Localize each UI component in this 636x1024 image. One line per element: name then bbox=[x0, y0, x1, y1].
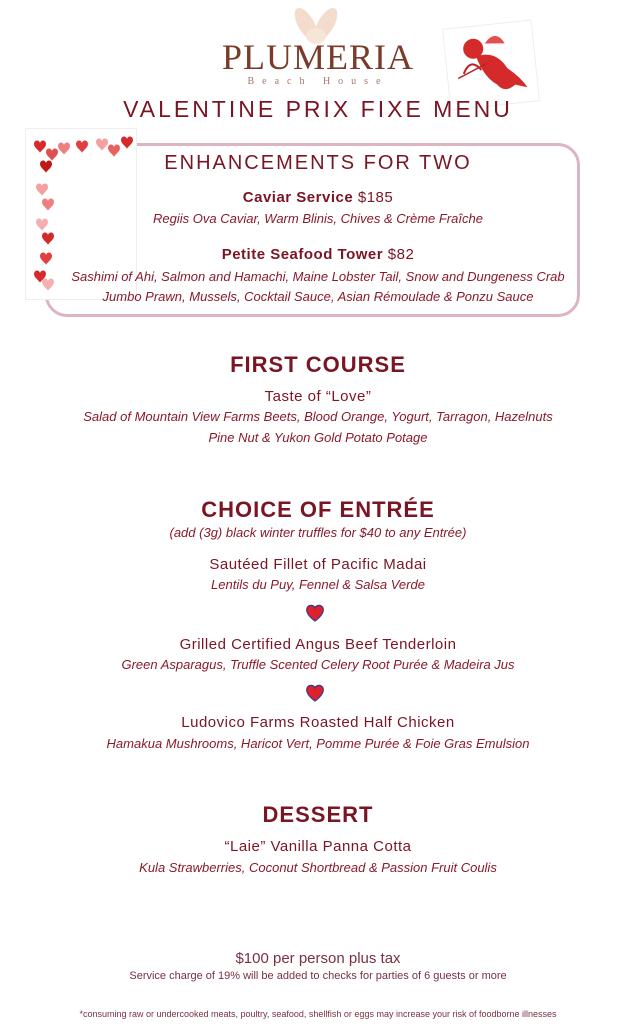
caviar-item bbox=[0, 189, 636, 206]
entree-item-name: Grilled Certified Angus Beef Tenderloin bbox=[179, 636, 457, 653]
item-desc: Hamakua Mushrooms, Haricot Vert, Pomme Purée & Foie Gras Emulsion bbox=[106, 736, 530, 751]
item-price: $82 bbox=[387, 246, 415, 263]
item-desc: Sashimi of Ahi, Salmon and Hamachi, Maine Lobster Tail, Snow and Dungeness Crab bbox=[71, 269, 565, 284]
item-desc: Lentils du Puy, Fennel & Salsa Verde bbox=[211, 577, 425, 592]
item-desc: Pine Nut & Yukon Gold Potato Potage bbox=[208, 430, 428, 445]
item-name: Caviar Service bbox=[242, 189, 354, 206]
dessert-heading: DESSERT bbox=[262, 802, 374, 827]
entree-item-name: Sautéed Fillet of Pacific Madai bbox=[209, 556, 427, 573]
first-course-name: Taste of “Love” bbox=[264, 388, 372, 405]
service-charge-note: Service charge of 19% will be added to checks for parties of 6 guests or more bbox=[129, 970, 507, 982]
entree-item-name: Ludovico Farms Roasted Half Chicken bbox=[181, 714, 455, 731]
price-per-person: $100 per person plus tax bbox=[235, 950, 401, 967]
item-price: $185 bbox=[357, 189, 394, 206]
heart-icon bbox=[305, 604, 325, 622]
item-name: Petite Seafood Tower bbox=[221, 246, 384, 263]
item-desc: Salad of Mountain View Farms Beets, Blood Orange, Yogurt, Tarragon, Hazelnuts bbox=[83, 409, 553, 424]
menu-title: VALENTINE PRIX FIXE MENU bbox=[123, 96, 513, 122]
item-desc: Green Asparagus, Truffle Scented Celery Root Purée & Madeira Jus bbox=[121, 657, 515, 672]
item-desc: Jumbo Prawn, Mussels, Cocktail Sauce, Asian Rémoulade & Ponzu Sauce bbox=[102, 289, 534, 304]
logo-name: PLUMERIA bbox=[221, 37, 414, 77]
heart-icon bbox=[305, 684, 325, 702]
seafood-tower-item bbox=[0, 246, 636, 263]
enhancements-heading: ENHANCEMENTS FOR TWO bbox=[164, 152, 472, 174]
entree-heading: CHOICE OF ENTRÉE bbox=[201, 497, 435, 522]
entree-note: (add (3g) black winter truffles for $40 to any Entrée) bbox=[169, 525, 467, 540]
logo-subtitle: Beach House bbox=[247, 76, 389, 87]
first-course-heading: FIRST COURSE bbox=[230, 352, 406, 377]
item-desc: Kula Strawberries, Coconut Shortbread & Passion Fruit Coulis bbox=[139, 860, 497, 875]
dessert-name: “Laie” Vanilla Panna Cotta bbox=[224, 838, 412, 855]
item-desc: Regiis Ova Caviar, Warm Blinis, Chives & Crème Fraîche bbox=[153, 211, 483, 226]
food-safety-disclaimer: *consuming raw or undercooked meats, poultry, seafood, shellfish or eggs may increase your risk of foodborne illnesses bbox=[79, 1009, 557, 1019]
